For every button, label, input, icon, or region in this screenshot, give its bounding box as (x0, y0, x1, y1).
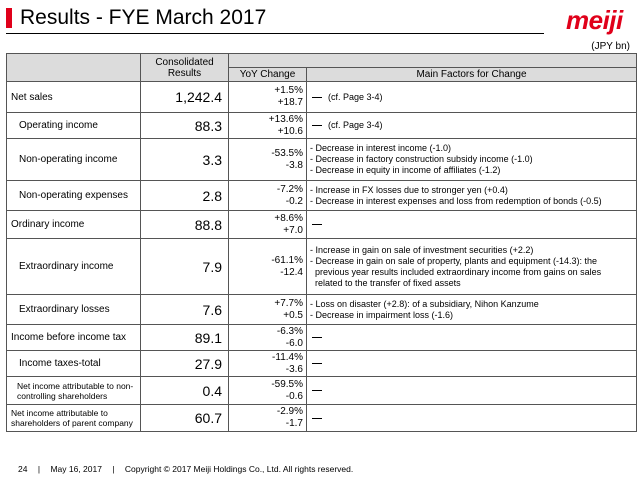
footer (18, 464, 361, 474)
table-row (7, 211, 637, 239)
header-blank-cell (7, 54, 141, 82)
table-row (7, 181, 637, 211)
factor-line: - Decrease in factory construction subsidy income (-1.0) (310, 154, 533, 164)
page-number: 24 (18, 464, 28, 474)
row-consolidated-value: 7.9 (141, 239, 229, 295)
table-row (7, 295, 637, 325)
yoy-percent: -53.5% (271, 147, 303, 159)
row-main-factors (307, 239, 637, 295)
row-consolidated-value: 3.3 (141, 139, 229, 181)
factor-line: - Loss on disaster (+2.8): of a subsidiary, Nihon Kanzume (310, 298, 539, 309)
dash-mark (312, 363, 322, 364)
table-row (7, 351, 637, 377)
header-consolidated-results: Consolidated Results (141, 54, 229, 82)
yoy-percent: -11.4% (272, 351, 303, 363)
row-item-label: Net sales (7, 82, 141, 113)
table-row (7, 377, 637, 405)
row-item-label: Non-operating expenses (7, 181, 141, 211)
row-item-label: Extraordinary income (7, 239, 141, 295)
row-consolidated-value: 89.1 (141, 325, 229, 351)
yoy-amount: -0.6 (285, 390, 303, 402)
yoy-amount: -3.8 (285, 159, 303, 171)
row-main-factors (307, 113, 637, 139)
row-item-label: Ordinary income (7, 211, 141, 239)
yoy-amount: +18.7 (277, 97, 303, 108)
meiji-logo: meiji (566, 5, 623, 35)
title-accent-bar (6, 8, 12, 28)
page-title: Results - FYE March 2017 (20, 6, 267, 29)
row-main-factors (307, 139, 637, 181)
table-row (7, 139, 637, 181)
header-main-factors: Main Factors for Change (307, 68, 637, 82)
dash-mark (312, 390, 322, 391)
row-item-label: Extraordinary losses (7, 295, 141, 325)
row-yoy-change (229, 295, 307, 325)
row-consolidated-value: 27.9 (141, 351, 229, 377)
row-consolidated-value: 2.8 (141, 181, 229, 211)
table-row (7, 239, 637, 295)
yoy-percent: +7.7% (274, 297, 303, 309)
row-yoy-change (229, 239, 307, 295)
footer-separator: | (112, 464, 115, 474)
row-yoy-change (229, 181, 307, 211)
yoy-amount: +0.5 (283, 309, 303, 321)
yoy-percent: +1.5% (274, 85, 303, 96)
row-main-factors (307, 82, 637, 113)
row-consolidated-value: 0.4 (141, 377, 229, 405)
row-main-factors (307, 295, 637, 325)
unit-label: (JPY bn) (591, 41, 630, 52)
factor-line: - Decrease in interest income (-1.0) (310, 143, 452, 153)
results-table (6, 53, 637, 432)
row-consolidated-value: 88.3 (141, 113, 229, 139)
yoy-amount: -3.6 (285, 363, 303, 375)
footer-separator: | (37, 464, 41, 474)
table-row (7, 113, 637, 139)
dash-mark (312, 337, 322, 338)
factor-line: previous year results included extraordinary income from gains on sales (310, 266, 602, 277)
footer-copyright: Copyright © 2017 Meiji Holdings Co., Ltd. All rights reserved. (124, 464, 354, 474)
footer-date: May 16, 2017 (50, 464, 102, 474)
row-item-label: Income before income tax (7, 325, 141, 351)
header-yoy-change: YoY Change (229, 68, 307, 82)
row-yoy-change (229, 377, 307, 405)
row-yoy-change (229, 351, 307, 377)
yoy-amount: -1.7 (285, 418, 303, 429)
results-table-body (7, 82, 637, 432)
table-row (7, 405, 637, 432)
row-item-label: Net income attributable to shareholders of parent company (7, 405, 141, 432)
row-item-label: Net income attributable to non-controlling shareholders (7, 377, 141, 405)
factor-line: - Decrease in gain on sale of property, plants and equipment (-14.3): the (310, 255, 597, 266)
factor-line: - Decrease in impairment loss (-1.6) (310, 309, 454, 320)
factor-line: - Increase in gain on sale of investment securities (+2.2) (310, 244, 534, 255)
yoy-amount: -0.2 (285, 195, 303, 207)
row-yoy-change (229, 113, 307, 139)
row-consolidated-value: 88.8 (141, 211, 229, 239)
yoy-amount: +7.0 (283, 224, 303, 236)
title-underline (6, 33, 544, 34)
yoy-percent: -61.1% (271, 254, 303, 266)
row-consolidated-value: 1,242.4 (141, 82, 229, 113)
factor-line: - Increase in FX losses due to stronger yen (+0.4) (310, 184, 508, 195)
row-item-label: Non-operating income (7, 139, 141, 181)
table-row (7, 82, 637, 113)
row-main-factors (307, 181, 637, 211)
dash-mark (312, 418, 322, 419)
row-yoy-change (229, 139, 307, 181)
row-item-label: Operating income (7, 113, 141, 139)
row-consolidated-value: 7.6 (141, 295, 229, 325)
row-yoy-change (229, 325, 307, 351)
table-row (7, 325, 637, 351)
row-yoy-change (229, 405, 307, 432)
yoy-percent: +13.6% (268, 113, 303, 125)
factor-line: - Decrease in equity in income of affiliates (-1.2) (310, 165, 501, 175)
yoy-percent: -59.5% (271, 378, 303, 390)
yoy-amount: -12.4 (280, 266, 303, 278)
dash-mark (312, 125, 322, 126)
factor-line: (cf. Page 3-4) (328, 91, 383, 102)
row-main-factors (307, 405, 637, 432)
yoy-percent: +8.6% (274, 212, 303, 224)
factor-line: related to the transfer of fixed assets (310, 277, 461, 288)
row-item-label: Income taxes-total (7, 351, 141, 377)
row-main-factors (307, 211, 637, 239)
dash-mark (312, 224, 322, 225)
row-consolidated-value: 60.7 (141, 405, 229, 432)
title-bar (6, 6, 544, 30)
dash-mark (312, 97, 322, 98)
row-yoy-change (229, 211, 307, 239)
factor-line: - Decrease in interest expenses and loss from redemption of bonds (-0.5) (310, 195, 602, 206)
yoy-percent: -2.9% (276, 406, 303, 417)
header-top-band (229, 54, 637, 68)
yoy-amount: -6.0 (285, 337, 303, 349)
factor-line: (cf. Page 3-4) (328, 120, 383, 130)
row-main-factors (307, 325, 637, 351)
row-main-factors (307, 351, 637, 377)
yoy-amount: +10.6 (277, 125, 303, 137)
row-main-factors (307, 377, 637, 405)
yoy-percent: -6.3% (276, 325, 303, 337)
yoy-percent: -7.2% (276, 183, 303, 195)
row-yoy-change (229, 82, 307, 113)
